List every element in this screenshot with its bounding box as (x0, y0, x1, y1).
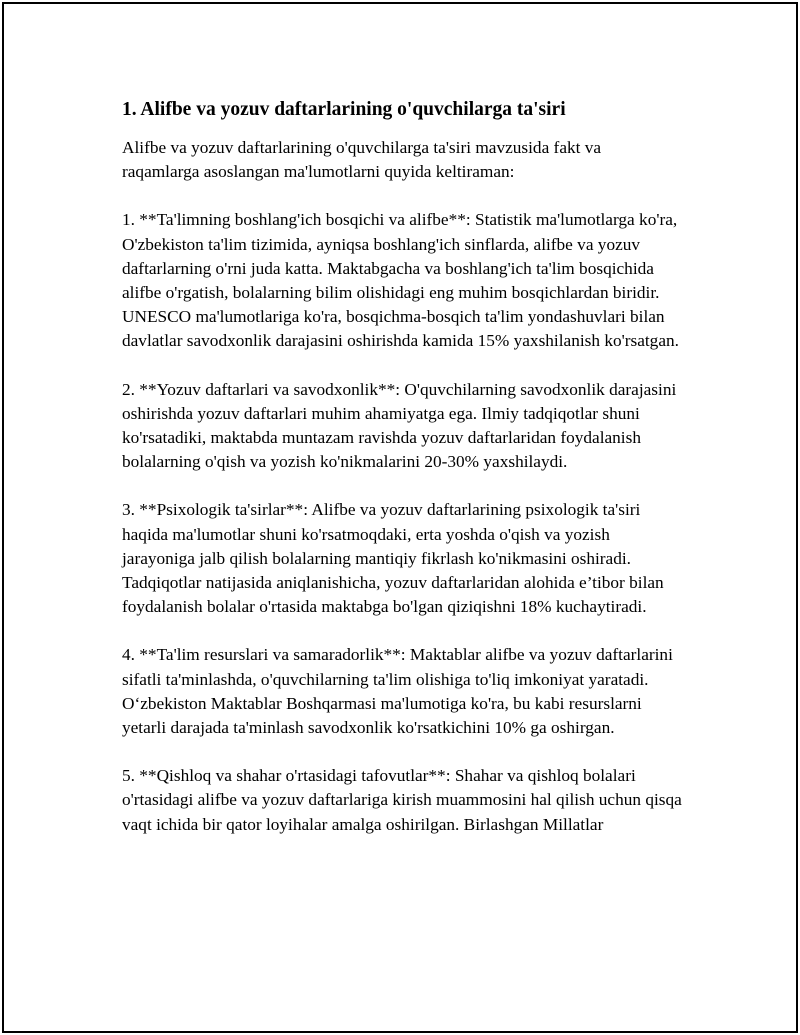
page-title: 1. Alifbe va yozuv daftarlarining o'quvchilarga ta'siri (122, 99, 566, 120)
page-frame (2, 2, 798, 1033)
paragraph-1: 1. **Ta'limning boshlang'ich bosqichi va alifbe**: Statistik ma'lumotlarga ko'ra, O'zbekiston ta'lim tizimida, ayniqsa boshlang'ich sinflarda, alifbe va yozuv daftarlarning o'rni juda katta. Maktabgacha va boshlang'ich ta'lim bosqichida alifbe o'rgatish, bolalarning bilim olishidagi eng muhim bosqichlardan biridir. UNESCO ma'lumotlariga ko'ra, bosqichma-bosqich ta'lim yondashuvlari bilan davlatlar savodxonlik darajasini oshirishda kamida 15% yaxshilanish ko'rsatgan. (122, 210, 679, 351)
paragraph-2: 2. **Yozuv daftarlari va savodxonlik**: O'quvchilarning savodxonlik darajasini oshirishda yozuv daftarlari muhim ahamiyatga ega. Ilmiy tadqiqotlar shuni ko'rsatadiki, maktabda muntazam ravishda yozuv daftarlaridan foydalanish bolalarning o'qish va yozish ko'nikmalarini 20-30% yaxshilaydi. (122, 379, 677, 472)
intro-paragraph: Alifbe va yozuv daftarlarining o'quvchilarga ta'siri mavzusida fakt va raqamlarga asoslangan ma'lumotlarni quyida keltiraman: (122, 138, 602, 182)
document-body (122, 96, 682, 861)
paragraph-5: 5. **Qishloq va shahar o'rtasidagi tafovutlar**: Shahar va qishloq bolalari o'rtasidagi alifbe va yozuv daftarlariga kirish muammosini hal qilish uchun qisqa vaqt ichida bir qator loyihalar amalga oshirilgan. Birlashgan Millatlar (122, 766, 682, 834)
paragraph-4: 4. **Ta'lim resurslari va samaradorlik**: Maktablar alifbe va yozuv daftarlarini sifatli ta'minlashda, o'quvchilarning ta'lim olishiga to'liq imkoniyat yaratadi. O‘zbekiston Maktablar Boshqarmasi ma'lumotiga ko'ra, bu kabi resurslarni yetarli darajada ta'minlash savodxonlik ko'rsatkichini 10% ga oshirgan. (122, 645, 673, 738)
paragraph-3: 3. **Psixologik ta'sirlar**: Alifbe va yozuv daftarlarining psixologik ta'siri haqida ma'lumotlar shuni ko'rsatmoqdaki, erta yoshda o'qish va yozish jarayoniga jalb qilish bolalarning mantiqiy fikrlash ko'nikmasini oshiradi. Tadqiqotlar natijasida aniqlanishicha, yozuv daftarlaridan alohida e’tibor bilan foydalanish bolalar o'rtasida maktabga bo'lgan qiziqishni 18% kuchaytiradi. (122, 500, 664, 617)
